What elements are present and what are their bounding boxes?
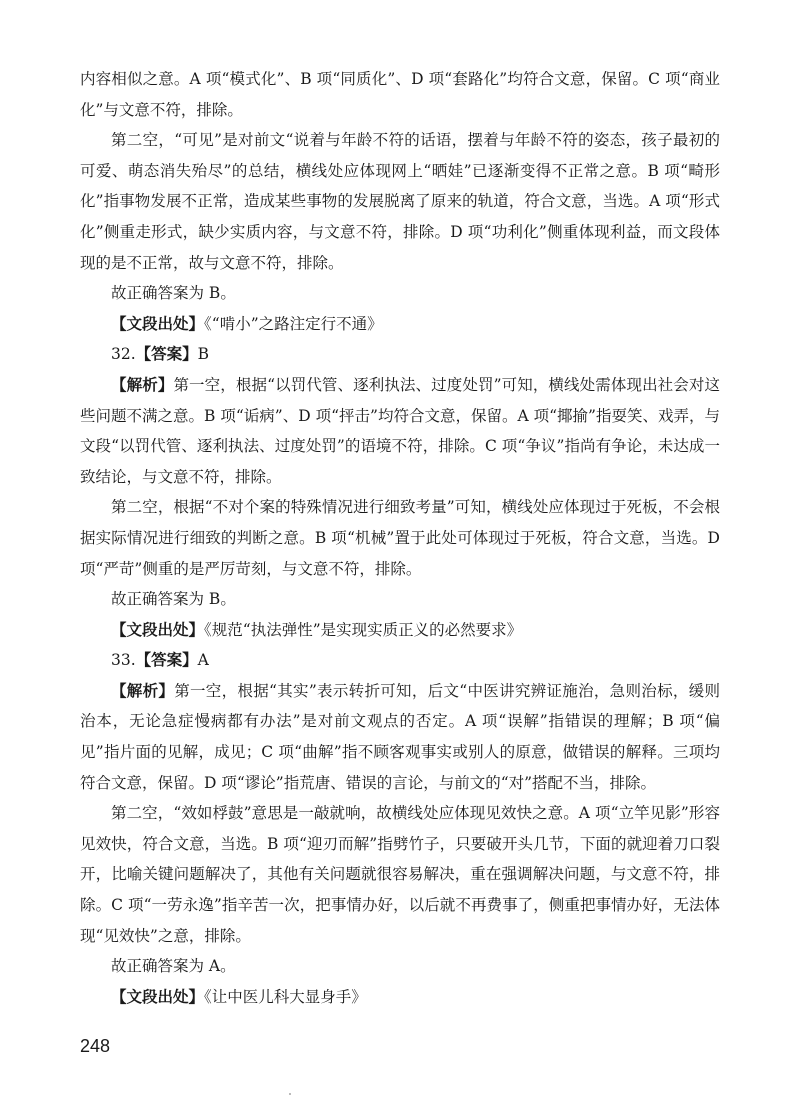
paragraph-second-blank-31: 第二空，“可见”是对前文“说着与年龄不符的话语，摆着与年龄不符的姿态，孩子最初的可爱、萌态消失殆尽”的总结，横线处应体现网上“晒娃”已逐渐变得不正常之意。B 项“畸形化”指事物发展不正常，造成某些事物的发展脱离了原来的轨道，符合文意，当选。A 项“形式化”侧重走形式，缺少实质内容，与文意不符，排除。D 项“功利化”侧重体现利益，而文段体现的是不正常，故与文意不符，排除。 — [80, 131, 720, 272]
analysis-tag: 【解析】 — [111, 681, 175, 700]
source-tag: 【文段出处】 — [111, 314, 205, 333]
conclusion-31: 故正确答案为 B。 — [111, 284, 236, 303]
paragraph-second-blank-33: 第二空，“效如桴鼓”意思是一敲就响，故横线处应体现见效快之意。A 项“立竿见影”形容见效快，符合文意，当选。B 项“迎刃而解”指劈竹子，只要破开头几节，下面的就迎着刀口裂开，比喻关键问题解决了，其他有关问题就很容易解决，重在强调解决问题，与文意不符，排除。C 项“一劳永逸”指辛苦一次，把事情办好，以后就不再费事了，侧重把事情办好，无法体现“见效快”之意，排除。 — [80, 804, 720, 945]
page-number: 248 — [80, 1036, 111, 1056]
analysis-tag: 【解析】 — [111, 375, 174, 394]
source-tag: 【文段出处】 — [111, 987, 205, 1006]
source-33 — [80, 982, 720, 1013]
source-tag: 【文段出处】 — [111, 620, 205, 639]
source-31 — [80, 309, 720, 340]
answer-33 — [80, 645, 720, 676]
answer-value: B — [197, 345, 210, 364]
answer-value: A — [197, 651, 209, 670]
source-title: 《让中医儿科大显身手》 — [204, 987, 367, 1006]
question-number: 32. — [111, 345, 136, 364]
source-title: 《“啃小”之路注定行不通》 — [204, 314, 383, 333]
document-body — [80, 64, 720, 1012]
answer-tag: 【答案】 — [135, 345, 198, 364]
answer-32 — [80, 339, 720, 370]
answer-tag: 【答案】 — [135, 651, 198, 670]
conclusion-32: 故正确答案为 B。 — [111, 590, 236, 609]
question-number: 33. — [111, 651, 136, 670]
source-32 — [80, 615, 720, 646]
analysis-32 — [80, 370, 720, 492]
source-title: 《规范“执法弹性”是实现实质正义的必然要求》 — [204, 620, 523, 639]
paragraph-continuation: 内容相似之意。A 项“模式化”、B 项“同质化”、D 项“套路化”均符合文意，保留。C 项“商业化”与文意不符，排除。 — [80, 70, 720, 119]
analysis-text: 第一空，根据“其实”表示转折可知，后文“中医讲究辨证施治，急则治标，缓则治本，无论急症慢病都有办法”是对前文观点的否定。A 项“误解”指错误的理解；B 项“偏见”指片面的见解，成见；C 项“曲解”指不顾客观事实或别人的原意，做错误的解释。三项均符合文意，保留。D 项“谬论”指荒唐、错误的言论，与前文的“对”搭配不当，排除。 — [80, 681, 720, 792]
paragraph-second-blank-32: 第二空，根据“不对个案的特殊情况进行细致考量”可知，横线处应体现过于死板，不会根据实际情况进行细致的判断之意。B 项“机械”置于此处可体现过于死板，符合文意，当选。D 项“严苛”侧重的是严厉苛刻，与文意不符，排除。 — [80, 498, 720, 578]
analysis-text: 第一空，根据“以罚代管、逐利执法、过度处罚”可知，横线处需体现出社会对这些问题不满之意。B 项“诟病”、D 项“抨击”均符合文意，保留。A 项“揶揄”指耍笑、戏弄，与文段“以罚代管、逐利执法、过度处罚”的语境不符，排除。C 项“争议”指尚有争论，未达成一致结论，与文意不符，排除。 — [80, 375, 720, 486]
analysis-33 — [80, 676, 720, 798]
scan-speck — [289, 1093, 291, 1095]
conclusion-33: 故正确答案为 A。 — [111, 957, 236, 976]
